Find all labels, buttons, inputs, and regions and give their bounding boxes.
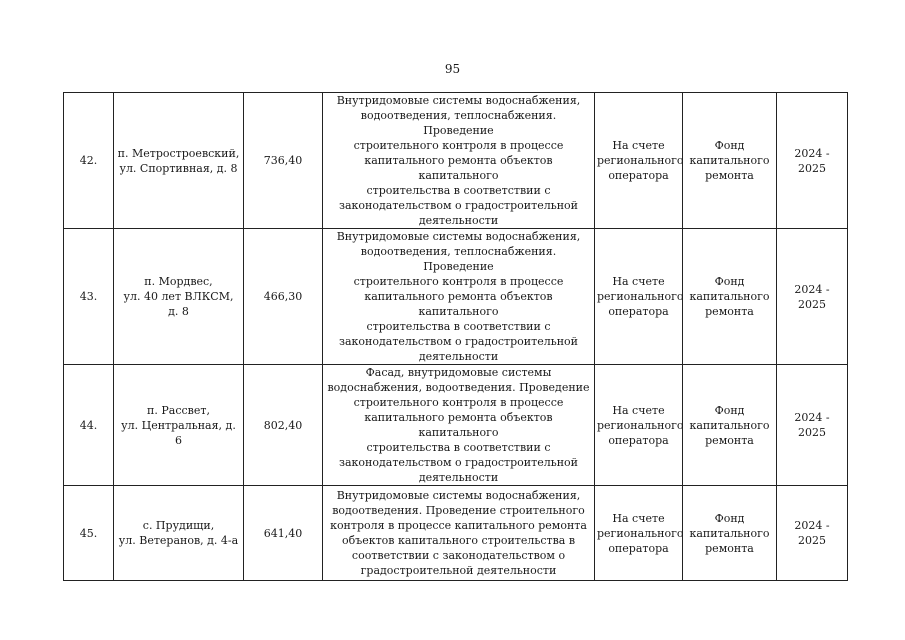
address-cell: п. Рассвет, ул. Центральная, д. 6 <box>114 365 244 486</box>
period-cell: 2024 - 2025 <box>777 93 848 229</box>
period-cell: 2024 - 2025 <box>777 229 848 365</box>
address-cell: с. Прудищи, ул. Ветеранов, д. 4-а <box>114 486 244 581</box>
account-cell: На счете регионального оператора <box>595 486 683 581</box>
works-cell: Внутридомовые системы водоснабжения, водоотведения, теплоснабжения. Проведение строительного контроля в процессе капитального ремонта объектов капитального строительства в соответствии с законодательством о градостроительной деятельности <box>323 93 595 229</box>
account-cell: На счете регионального оператора <box>595 93 683 229</box>
row-number: 42. <box>64 93 114 229</box>
row-number: 43. <box>64 229 114 365</box>
page-number: 95 <box>444 62 461 76</box>
table-row <box>64 486 848 581</box>
table-row <box>64 365 848 486</box>
works-cell: Фасад, внутридомовые системы водоснабжения, водоотведения. Проведение строительного контроля в процессе капитального ремонта объектов капитального строительства в соответствии с законодательством о градостроительной деятельности <box>323 365 595 486</box>
table-row <box>64 93 848 229</box>
address-cell: п. Метростроевский, ул. Спортивная, д. 8 <box>114 93 244 229</box>
row-number: 45. <box>64 486 114 581</box>
account-cell: На счете регионального оператора <box>595 365 683 486</box>
period-cell: 2024 - 2025 <box>777 365 848 486</box>
area-cell: 641,40 <box>244 486 323 581</box>
fund-cell: Фонд капитального ремонта <box>683 365 777 486</box>
fund-cell: Фонд капитального ремонта <box>683 486 777 581</box>
row-number: 44. <box>64 365 114 486</box>
fund-cell: Фонд капитального ремонта <box>683 93 777 229</box>
works-cell: Внутридомовые системы водоснабжения, водоотведения. Проведение строительного контроля в процессе капитального ремонта объектов капитального строительства в соответствии с законодательством о градостроительной деятельности <box>323 486 595 581</box>
works-cell: Внутридомовые системы водоснабжения, водоотведения, теплоснабжения. Проведение строительного контроля в процессе капитального ремонта объектов капитального строительства в соответствии с законодательством о градостроительной деятельности <box>323 229 595 365</box>
area-cell: 736,40 <box>244 93 323 229</box>
table-row <box>64 229 848 365</box>
fund-cell: Фонд капитального ремонта <box>683 229 777 365</box>
period-cell: 2024 - 2025 <box>777 486 848 581</box>
account-cell: На счете регионального оператора <box>595 229 683 365</box>
address-cell: п. Мордвес, ул. 40 лет ВЛКСМ, д. 8 <box>114 229 244 365</box>
area-cell: 802,40 <box>244 365 323 486</box>
capital-repair-table <box>63 92 848 581</box>
area-cell: 466,30 <box>244 229 323 365</box>
